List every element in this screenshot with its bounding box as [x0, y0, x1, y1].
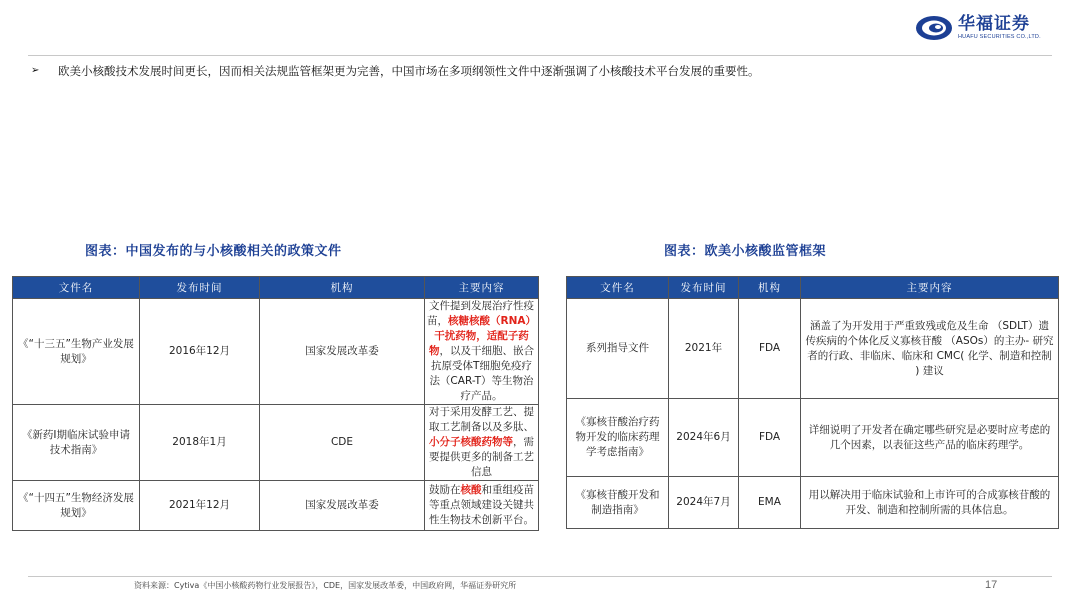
summary-text: 欧美小核酸技术发展时间更长，因而相关法规监管框架更为完善，中国市场在多项纲领性文件中逐渐强调了小核酸技术平台发展的重要性。 [58, 64, 760, 78]
date-cell: 2021年 [669, 299, 739, 399]
table-row [567, 477, 1059, 529]
org-cell: EMA [739, 477, 801, 529]
company-logo [914, 10, 1044, 46]
org-cell: FDA [739, 299, 801, 399]
doc-name-cell: 《新药I期临床试验申请技术指南》 [13, 405, 140, 481]
date-cell: 2024年6月 [669, 399, 739, 477]
western-regulation-table [566, 276, 1059, 529]
column-header: 主要内容 [425, 277, 539, 299]
org-cell: 国家发展改革委 [260, 481, 425, 531]
table-header-row [567, 277, 1059, 299]
content-text: 和重组疫苗等重点领域建设关键共性生物技术创新平台。 [429, 484, 534, 526]
page-number: 17 [985, 579, 998, 591]
column-header: 文件名 [567, 277, 669, 299]
summary-bullet [31, 62, 760, 80]
org-cell: 国家发展改革委 [260, 299, 425, 405]
content-text: 鼓励在 [429, 484, 461, 496]
huafu-logo-icon [914, 13, 954, 43]
source-note: 资料来源：Cytiva《中国小核酸药物行业发展报告》，CDE，国家发展改革委，中国政府网，华福证券研究所 [134, 581, 517, 590]
header-divider [28, 55, 1052, 56]
content-cell: 详细说明了开发者在确定哪些研究是必要时应考虑的几个因素，以表征这些产品的临床药理学。 [801, 399, 1059, 477]
right-figure-title: 图表：欧美小核酸监管框架 [664, 244, 827, 259]
doc-name-cell: 《寡核苷酸治疗药物开发的临床药理学考虑指南》 [567, 399, 669, 477]
date-cell: 2024年7月 [669, 477, 739, 529]
column-header: 机构 [260, 277, 425, 299]
content-highlight: 核酸 [460, 484, 482, 496]
column-header: 发布时间 [669, 277, 739, 299]
content-cell: 涵盖了为开发用于严重致残或危及生命 （SDLT）遗传疾病的个体化反义寡核苷酸 （ASOs）的主办- 研究者的行政、非临床、临床和 CMC( 化学、制造和控制 ) 建议 [801, 299, 1059, 399]
date-cell: 2016年12月 [140, 299, 260, 405]
doc-name-cell: 《寡核苷酸开发和制造指南》 [567, 477, 669, 529]
content-text: ，以及干细胞、嵌合抗原受体T细胞免疫疗法（CAR-T）等生物治疗产品。 [429, 345, 534, 402]
content-text: 对于采用发酵工艺、提取工艺制备以及多肽、 [429, 406, 534, 433]
column-header: 机构 [739, 277, 801, 299]
logo-name-cn: 华福证券 [958, 14, 1030, 34]
content-cell: 用以解决用于临床试验和上市许可的合成寡核苷酸的开发、制造和控制所需的具体信息。 [801, 477, 1059, 529]
column-header: 主要内容 [801, 277, 1059, 299]
content-cell [425, 481, 539, 531]
column-header: 发布时间 [140, 277, 260, 299]
footer-divider [28, 576, 1052, 577]
content-cell [425, 299, 539, 405]
content-cell [425, 405, 539, 481]
date-cell: 2018年1月 [140, 405, 260, 481]
table-row [567, 399, 1059, 477]
table-row [567, 299, 1059, 399]
table-row [13, 481, 539, 531]
doc-name-cell: 系列指导文件 [567, 299, 669, 399]
content-text: 文件提到发展治疗性疫苗， [427, 300, 534, 327]
table-row [13, 299, 539, 405]
left-figure-title: 图表：中国发布的与小核酸相关的政策文件 [85, 244, 342, 259]
org-cell: CDE [260, 405, 425, 481]
column-header: 文件名 [13, 277, 140, 299]
china-policy-table [12, 276, 539, 531]
content-highlight: 小分子核酸药物等 [429, 436, 513, 448]
table-header-row [13, 277, 539, 299]
content-text: ，需要提供更多的制备工艺信息 [429, 436, 534, 478]
arrow-bullet-icon: ➢ [31, 65, 40, 76]
table-row [13, 405, 539, 481]
content-highlight: 核糖核酸（RNA）干扰药物，适配子药物 [429, 315, 536, 357]
date-cell: 2021年12月 [140, 481, 260, 531]
org-cell: FDA [739, 399, 801, 477]
doc-name-cell: 《“十四五”生物经济发展规划》 [13, 481, 140, 531]
logo-name-en: HUAFU SECURITIES CO.,LTD. [958, 34, 1041, 40]
doc-name-cell: 《“十三五”生物产业发展规划》 [13, 299, 140, 405]
